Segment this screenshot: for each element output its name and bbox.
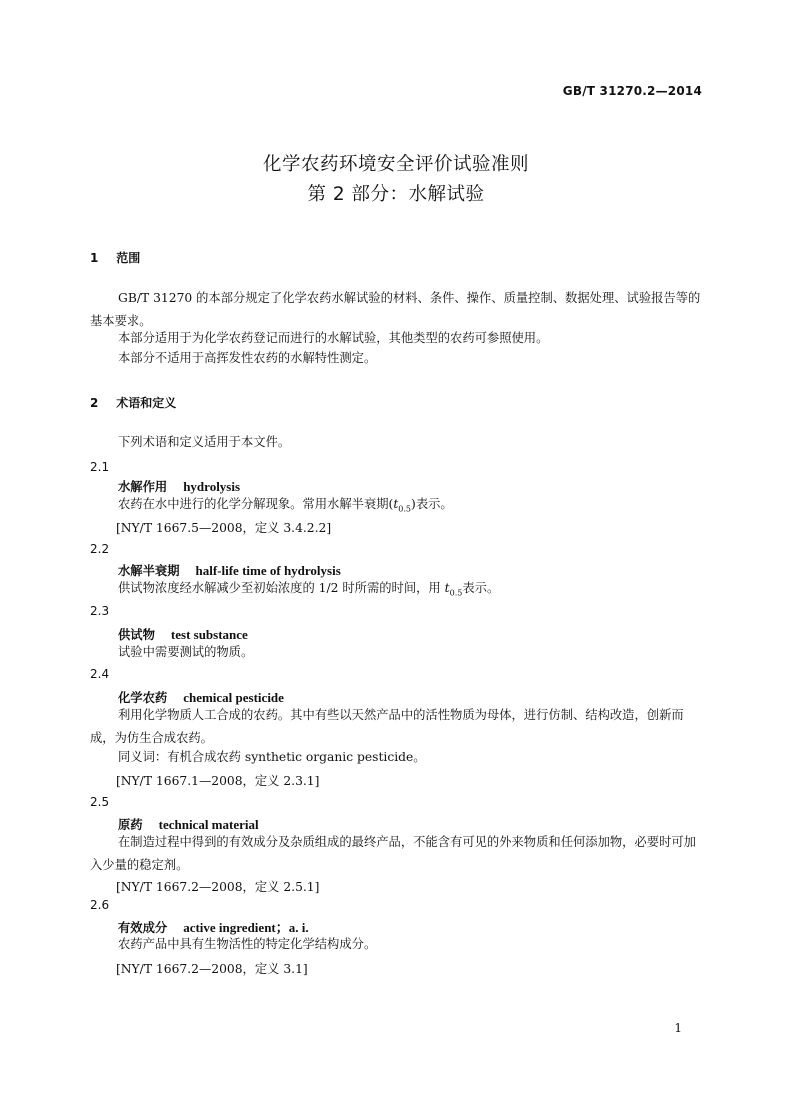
- section-2-heading: [90, 394, 176, 411]
- term-definition: 农药产品中具有生物活性的特定化学结构成分。: [118, 937, 377, 951]
- term-en: half-life time of hydrolysis: [195, 563, 341, 578]
- term-en: technical material: [158, 817, 259, 832]
- term-zh: 供试物: [118, 628, 155, 642]
- scope-paragraph-2: 本部分适用于为化学农药登记而进行的水解试验，其他类型的农药可参照使用。: [118, 331, 549, 345]
- section-title: 术语和定义: [116, 396, 177, 410]
- section-1-heading: [90, 249, 140, 266]
- term-definition: [118, 493, 704, 520]
- term-reference: [NY/T 1667.2—2008，定义 2.5.1]: [116, 880, 320, 894]
- scope-paragraph-3: 本部分不适用于高挥发性农药的水解特性测定。: [118, 351, 377, 365]
- clause-number: 2.1: [90, 460, 110, 474]
- term-zh: 原药: [118, 818, 143, 832]
- document-subtitle: 第 2 部分：水解试验: [307, 184, 485, 205]
- definition-text: 表示。: [462, 581, 500, 595]
- symbol-subscript: 0.5: [398, 504, 412, 514]
- term-en: test substance: [170, 627, 248, 642]
- section-title: 范围: [116, 251, 141, 265]
- term-definition: 试验中需要测试的物质。: [118, 645, 254, 659]
- section-number: 1: [90, 251, 99, 265]
- definition-text: )表示。: [411, 497, 453, 511]
- term-en: active ingredient；a. i.: [183, 920, 309, 935]
- clause-number: 2.2: [90, 542, 110, 556]
- definition-text: 供试物浓度经水解减少至初始浓度的 1/2 时所需的时间，用: [118, 581, 445, 595]
- term-reference: [NY/T 1667.2—2008，定义 3.1]: [116, 962, 308, 976]
- symbol: t: [444, 581, 450, 595]
- definition-text: 农药在水中进行的化学分解现象。常用水解半衰期(: [118, 497, 394, 511]
- clause-number: 2.3: [90, 604, 110, 618]
- term-synonym: 同义词：有机合成农药 synthetic organic pesticide。: [118, 750, 426, 764]
- term-zh: 水解作用: [118, 480, 168, 494]
- term-en: hydrolysis: [183, 479, 241, 494]
- symbol: t: [393, 497, 399, 511]
- document-title: 化学农药环境安全评价试验准则: [262, 154, 529, 175]
- section-number: 2: [90, 396, 99, 410]
- term-definition: 在制造过程中得到的有效成分及杂质组成的最终产品，不能含有可见的外来物质和任何添加物，必要时可加入少量的稳定剂。: [90, 835, 696, 872]
- symbol-subscript: 0.5: [449, 588, 463, 598]
- clause-number: 2.4: [90, 667, 110, 681]
- term-en: chemical pesticide: [183, 690, 284, 705]
- clause-number: 2.5: [90, 795, 110, 809]
- scope-paragraph-1: GB/T 31270 的本部分规定了化学农药水解试验的材料、条件、操作、质量控制、数据处理、试验报告等的基本要求。: [90, 291, 701, 328]
- term-reference: [NY/T 1667.5—2008，定义 3.4.2.2]: [116, 521, 332, 535]
- term-reference: [NY/T 1667.1—2008，定义 2.3.1]: [116, 774, 320, 788]
- standard-code: GB/T 31270.2—2014: [562, 84, 702, 98]
- term-definition: 利用化学物质人工合成的农药。其中有些以天然产品中的活性物质为母体，进行仿制、结构改造，创新而成，为仿生合成农药。: [90, 708, 684, 745]
- term-definition: [118, 577, 704, 604]
- term-zh: 化学农药: [118, 691, 168, 705]
- term-zh: 有效成分: [118, 921, 168, 935]
- clause-number: 2.6: [90, 898, 110, 912]
- terms-intro: 下列术语和定义适用于本文件。: [118, 435, 291, 449]
- term-zh: 水解半衰期: [118, 564, 180, 578]
- page-number: 1: [674, 1021, 682, 1035]
